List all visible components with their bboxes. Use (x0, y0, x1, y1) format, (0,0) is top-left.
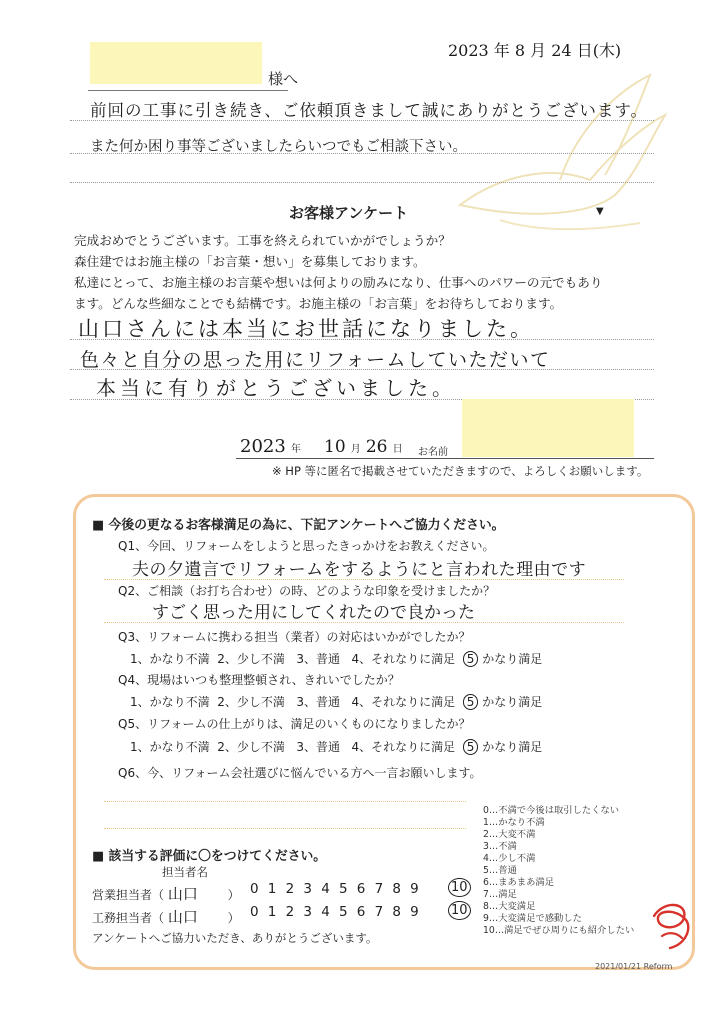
recipient-suffix: 様へ (268, 70, 299, 88)
digit-7[interactable]: 7 (374, 904, 393, 920)
customer-comment-line-2: 色々と自分の思った用にリフォームしていただいて (80, 349, 551, 371)
name-label: お名前 (418, 447, 448, 458)
legend-item: 10…満足でぜひ周りにも紹介したい (483, 925, 635, 936)
digit-1[interactable]: 1 (267, 904, 286, 920)
ruled-line (70, 339, 654, 340)
scale-option-5-selected[interactable]: 5 (463, 651, 479, 667)
answer-line (104, 579, 624, 580)
legend-item: 2…大変不満 (483, 829, 536, 840)
q4-question: Q4、現場はいつも整理整頓され、きれいでしたか？ (118, 673, 400, 687)
signature-underline (236, 458, 654, 459)
digit-5[interactable]: 5 (338, 881, 357, 897)
digit-3[interactable]: 3 (303, 881, 322, 897)
scale-option-3[interactable]: 3、普通 (296, 695, 341, 709)
customer-comment-line-1: 山口さんには本当にお世話になりました。 (78, 317, 534, 341)
scale-option-4[interactable]: 4、それなりに満足 (351, 652, 456, 666)
q1-question: Q1、今回、リフォームをしようと思ったきっかけをお教えください。 (118, 539, 495, 553)
scale-option-1[interactable]: 1、かなり不満 (130, 652, 210, 666)
legend-item: 1…かなり不満 (483, 817, 545, 828)
construction-rep-digit-10-selected[interactable]: 10 (448, 901, 471, 920)
construction-rep-name: 山口 (167, 908, 198, 926)
legend-item: 0…不満で今後は取引したくない (483, 805, 620, 816)
intro-line: 私達にとって、お施主様のお言葉や想いは何よりの励みになり、仕事へのパワーの元でもあり (74, 275, 603, 290)
q5-question: Q5、リフォームの仕上がりは、満足のいくものになりましたか？ (118, 717, 471, 731)
sales-rep-name: 山口 (167, 885, 198, 903)
form-version: 2021/01/21 Reform (595, 962, 673, 971)
digit-0[interactable]: 0 (250, 904, 268, 920)
digit-2[interactable]: 2 (285, 904, 304, 920)
q5-scale (130, 738, 542, 755)
legend-item: 7…満足 (483, 889, 517, 900)
q6-question: Q6、今、リフォーム会社選びに悩んでいる方へ一言お願いします。 (118, 766, 482, 780)
digit-8[interactable]: 8 (392, 904, 411, 920)
ruled-line (70, 369, 654, 370)
day-unit: 日 (392, 444, 403, 455)
scale-option-2[interactable]: 2、少し不満 (217, 652, 285, 666)
construction-rep-digits (250, 904, 428, 920)
ruled-line (70, 153, 654, 154)
construction-rep-label: 工務担当者（ (92, 911, 165, 925)
staff-name-label: 担当者名 (162, 865, 208, 879)
intro-line: ます。どんな些細なことでも結構です。お施主様の「お言葉」をお待ちしております。 (74, 296, 563, 311)
message-line-2: また何か困り事等ございましたらいつでもご相談下さい。 (90, 139, 467, 155)
answer-line (104, 828, 466, 829)
paren-close: ） (227, 911, 240, 925)
scale-option-5-selected[interactable]: 5 (463, 694, 479, 710)
thanks-message: アンケートへご協力いただき、ありがとうございます。 (92, 931, 378, 945)
legend-item: 8…大変満足 (483, 901, 536, 912)
q4-scale (130, 693, 542, 710)
sales-rep-row (92, 883, 240, 904)
redacted-customer-name (462, 399, 634, 457)
scale-option-5-label: かなり満足 (482, 695, 543, 709)
construction-rep-row (92, 906, 240, 927)
signature-date (240, 436, 403, 457)
scale-option-4[interactable]: 4、それなりに満足 (351, 740, 456, 754)
small-dot-mark: ▼ (596, 206, 604, 217)
legend-item: 5…普通 (483, 865, 517, 876)
paren-close: ） (227, 888, 240, 902)
digit-3[interactable]: 3 (303, 904, 322, 920)
legend-item: 9…大変満足で感動した (483, 913, 582, 924)
legend-item: 3…不満 (483, 841, 517, 852)
rating-heading: ■ 該当する評価に〇をつけてください。 (92, 849, 327, 864)
rating-legend (483, 805, 634, 937)
ruled-line (70, 182, 654, 183)
digit-1[interactable]: 1 (267, 881, 286, 897)
scale-option-2[interactable]: 2、少し不満 (217, 740, 285, 754)
digit-2[interactable]: 2 (285, 881, 304, 897)
questionnaire-heading: ■ 今後の更なるお客様満足の為に、下記アンケートへご協力ください。 (92, 518, 505, 533)
digit-4[interactable]: 4 (321, 881, 339, 897)
scale-option-3[interactable]: 3、普通 (296, 652, 341, 666)
scale-option-1[interactable]: 1、かなり不満 (130, 740, 210, 754)
signature-year: 2023 (240, 436, 286, 457)
scale-option-1[interactable]: 1、かなり不満 (130, 695, 210, 709)
sales-rep-label: 営業担当者（ (92, 888, 165, 902)
signature-day: 26 (365, 437, 388, 457)
q3-scale (130, 650, 542, 667)
year-unit: 年 (290, 444, 301, 455)
bird-watermark-icon (440, 55, 670, 235)
scale-option-5-label: かなり満足 (482, 740, 543, 754)
digit-6[interactable]: 6 (356, 904, 375, 920)
intro-line: 完成おめでとうございます。工事を終えられていかがでしょうか？ (74, 233, 451, 248)
answer-line (104, 622, 624, 623)
customer-comment-line-3: 本当に有りがとうございました。 (96, 376, 456, 400)
survey-intro (74, 230, 602, 314)
digit-8[interactable]: 8 (392, 881, 411, 897)
scale-option-3[interactable]: 3、普通 (296, 740, 341, 754)
intro-line: 森住建ではお施主様の「お言葉・想い」を募集しております。 (74, 254, 426, 269)
digit-5[interactable]: 5 (338, 904, 357, 920)
publication-note: ※ HP 等に匿名で掲載させていただきますので、よろしくお願いします。 (272, 464, 649, 478)
recipient-underline (88, 90, 288, 91)
stamp-signature-icon (646, 896, 696, 954)
digit-6[interactable]: 6 (356, 881, 375, 897)
message-line-1: 前回の工事に引き続き、ご依頼頂きまして誠にありがとうございます。 (90, 101, 649, 120)
sales-rep-digit-10-selected[interactable]: 10 (448, 878, 471, 897)
scale-option-4[interactable]: 4、それなりに満足 (351, 695, 456, 709)
scale-option-2[interactable]: 2、少し不満 (217, 695, 285, 709)
digit-9[interactable]: 9 (410, 881, 428, 897)
digit-9[interactable]: 9 (410, 904, 428, 920)
legend-item: 6…まあまあ満足 (483, 877, 554, 888)
q1-answer: 夫の夕遺言でリフォームをするようにと言われた理由です (132, 560, 587, 580)
digit-0[interactable]: 0 (250, 881, 268, 897)
answer-line (104, 801, 466, 802)
q3-question: Q3、リフォームに携わる担当（業者）の対応はいかがでしたか？ (118, 630, 471, 644)
scale-option-5-selected[interactable]: 5 (463, 739, 479, 755)
digit-7[interactable]: 7 (374, 881, 393, 897)
digit-4[interactable]: 4 (321, 904, 339, 920)
signature-month: 10 (324, 437, 346, 457)
scale-option-5-label: かなり満足 (482, 652, 543, 666)
letter-date: 2023 年 8 月 24 日(木) (448, 41, 622, 60)
month-unit: 月 (350, 444, 361, 455)
q2-answer: すごく思った用にしてくれたので良かった (152, 603, 475, 623)
legend-item: 4…少し不満 (483, 853, 536, 864)
redacted-recipient-name (90, 42, 262, 84)
survey-title: お客様アンケート (289, 204, 409, 222)
ruled-line (70, 120, 654, 121)
sales-rep-digits (250, 881, 428, 897)
q2-question: Q2、ご相談（お打ち合わせ）の時、どのような印象を受けましたか？ (118, 584, 496, 598)
